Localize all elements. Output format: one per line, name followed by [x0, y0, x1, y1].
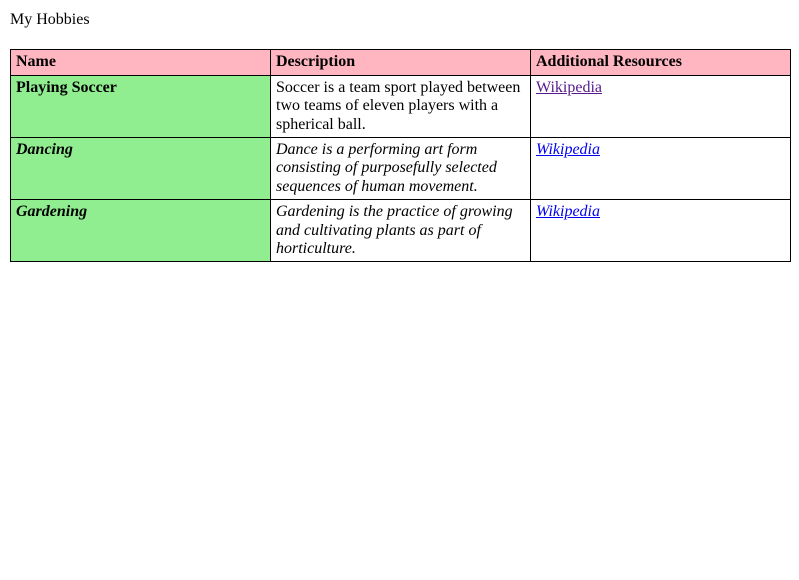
hobby-description-cell: Gardening is the practice of growing and cultivating plants as part of horticulture.	[271, 200, 531, 262]
additional-resource-cell	[531, 200, 791, 262]
page-title: My Hobbies	[10, 11, 90, 28]
hobbies-table	[10, 49, 791, 262]
table-body	[11, 75, 791, 262]
header-cell-additional-resources: Additional Resources	[531, 50, 791, 75]
hobby-description-cell: Dance is a performing art form consisting of purposefully selected sequences of human movement.	[271, 137, 531, 199]
wikipedia-link[interactable]: Wikipedia	[536, 78, 602, 96]
hobby-name-cell: Gardening	[11, 200, 271, 262]
header-cell-name: Name	[11, 50, 271, 75]
hobby-name-cell: Dancing	[11, 137, 271, 199]
wikipedia-link[interactable]: Wikipedia	[536, 140, 600, 158]
header-row	[11, 50, 791, 75]
additional-resource-cell	[531, 137, 791, 199]
header-cell-description: Description	[271, 50, 531, 75]
hobby-row	[11, 75, 791, 137]
wikipedia-link[interactable]: Wikipedia	[536, 203, 600, 221]
additional-resource-cell	[531, 75, 791, 137]
hobby-description-cell: Soccer is a team sport played between two teams of eleven players with a spherical ball.	[271, 75, 531, 137]
hobby-row	[11, 200, 791, 262]
hobby-name-cell: Playing Soccer	[11, 75, 271, 137]
hobby-row	[11, 137, 791, 199]
